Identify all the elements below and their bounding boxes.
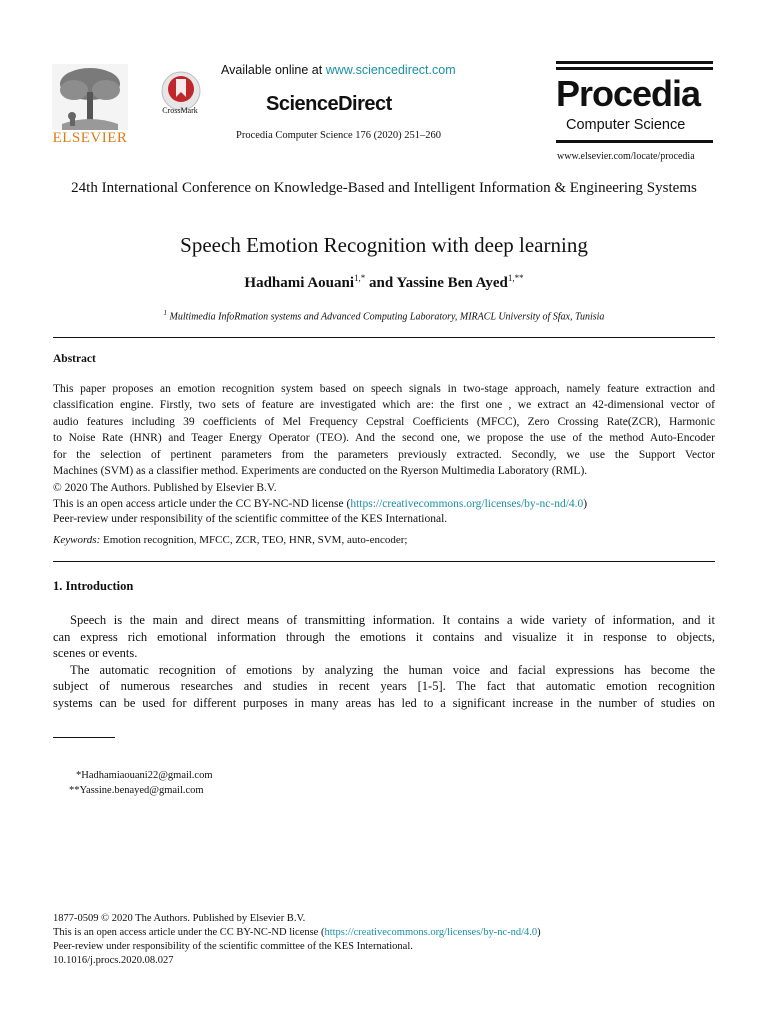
copyright-line: © 2020 The Authors. Published by Elsevier B.V. <box>53 482 277 494</box>
affiliation <box>0 309 768 322</box>
sciencedirect-logo: ScienceDirect <box>266 93 392 115</box>
footer-license-line <box>53 926 715 940</box>
author-conjunction: and <box>365 275 397 291</box>
procedia-subtitle: Computer Science <box>566 117 686 133</box>
conference-name: 24th International Conference on Knowledge-Based and Intelligent Information & Engineering Systems <box>71 180 697 196</box>
affiliation-mark: 1 <box>163 309 168 317</box>
procedia-title: Procedia <box>556 73 701 114</box>
intro-line: can express rich emotional information through the emotions it contains and visualize it in response to objects, <box>53 629 715 644</box>
abstract-line: This paper proposes an emotion recognition system based on speech signals in two-stage approach, namely feature extraction and <box>53 383 715 395</box>
elsevier-wordmark: ELSEVIER <box>52 130 128 146</box>
paper-title: Speech Emotion Recognition with deep learning <box>180 233 588 257</box>
footer-license-link[interactable]: https://creativecommons.org/licenses/by-nc-nd/4.0 <box>324 927 538 938</box>
abstract-line: Machines (SVM) as a classifier method. Experiments are conducted on the Ryerson Multimedia Laboratory (RML). <box>53 465 588 478</box>
copyright-block <box>53 481 715 528</box>
elsevier-tree-logo-icon <box>52 64 128 130</box>
footnote-email[interactable]: **Yassine.benayed@gmail.com <box>69 785 204 796</box>
footer-license-suffix: ) <box>537 927 541 938</box>
author-name: Yassine Ben Ayed <box>396 275 508 291</box>
footnote-email[interactable]: *Hadhamiaouani22@gmail.com <box>76 770 213 781</box>
footer-license-prefix: This is an open access article under the CC BY-NC-ND license ( <box>53 927 325 938</box>
journal-reference: Procedia Computer Science 176 (2020) 251–260 <box>236 130 441 141</box>
affiliation-text: Multimedia InfoRmation systems and Advanced Computing Laboratory, MIRACL University of Sfax, Tunisia <box>169 311 605 323</box>
procedia-rule-top <box>556 61 713 64</box>
intro-line: systems can be used for different purposes in many areas has led to a significant increase in the number of studies on <box>53 695 715 710</box>
divider <box>53 337 715 338</box>
keywords-label: Keywords: <box>53 534 101 546</box>
abstract-line: to Noise Rate (HNR) and Teager Energy Operator (TEO). And the second one, we propose the use of the method Auto-Encoder <box>53 432 715 445</box>
keywords-line <box>53 534 407 546</box>
footnote-divider <box>53 737 115 738</box>
abstract-text <box>53 381 715 479</box>
crossmark-label: CrossMark <box>162 106 198 115</box>
license-suffix: ) <box>583 497 588 510</box>
license-link[interactable]: https://creativecommons.org/licenses/by-nc-nd/4.0 <box>350 497 584 510</box>
divider <box>53 561 715 562</box>
procedia-rule-bottom <box>556 140 713 143</box>
license-line <box>53 497 715 513</box>
procedia-url[interactable]: www.elsevier.com/locate/procedia <box>557 151 695 162</box>
section-heading: 1. Introduction <box>53 579 134 593</box>
sciencedirect-link[interactable]: www.sciencedirect.com <box>325 63 456 77</box>
author-affiliation-mark: 1,** <box>507 273 524 283</box>
abstract-line: audio features including 39 coefficients of Mel Frequency Cepstral Coefficients (MFCC), Zero Crossing Rate(ZCR), Harmonic <box>53 415 715 428</box>
intro-line: scenes or events. <box>53 646 138 660</box>
license-prefix: This is an open access article under the CC BY-NC-ND license ( <box>53 497 351 510</box>
doi-line[interactable]: 10.1016/j.procs.2020.08.027 <box>53 955 174 966</box>
intro-text <box>53 612 715 711</box>
available-prefix: Available online at <box>221 63 326 77</box>
page-footer <box>53 912 715 968</box>
intro-line: The automatic recognition of emotions by analyzing the human voice and facial expressions has become the <box>70 662 715 677</box>
abstract-line: for the selection of pertinent parameters from the parameters previously extracted. Secondly, we use the Support Vector <box>53 448 715 461</box>
peer-review-line: Peer-review under responsibility of the scientific committee of the KES International. <box>53 513 448 525</box>
footer-peer-review: Peer-review under responsibility of the scientific committee of the KES International. <box>53 941 413 952</box>
procedia-logo <box>556 61 713 146</box>
author-name: Hadhami Aouani <box>244 275 355 291</box>
intro-line: subject of numerous researches and studies in recent years [1-5]. The fact that automatic emotion recognition <box>53 679 715 693</box>
author-list <box>0 273 768 292</box>
abstract-line: classification engine. Firstly, two sets of feature are investigated which are: the first one , we extract an 42-dimensional vector of <box>53 399 715 412</box>
abstract-heading: Abstract <box>53 353 96 365</box>
keywords-text: Emotion recognition, MFCC, ZCR, TEO, HNR, SVM, auto-encoder; <box>100 534 408 546</box>
available-online-line <box>221 63 456 77</box>
intro-line: Speech is the main and direct means of transmitting information. It contains a wide variety of information, and it <box>70 613 715 627</box>
author-affiliation-mark: 1,* <box>354 273 366 283</box>
procedia-rule-top-2 <box>556 67 713 70</box>
issn-line: 1877-0509 © 2020 The Authors. Published by Elsevier B.V. <box>53 913 306 924</box>
